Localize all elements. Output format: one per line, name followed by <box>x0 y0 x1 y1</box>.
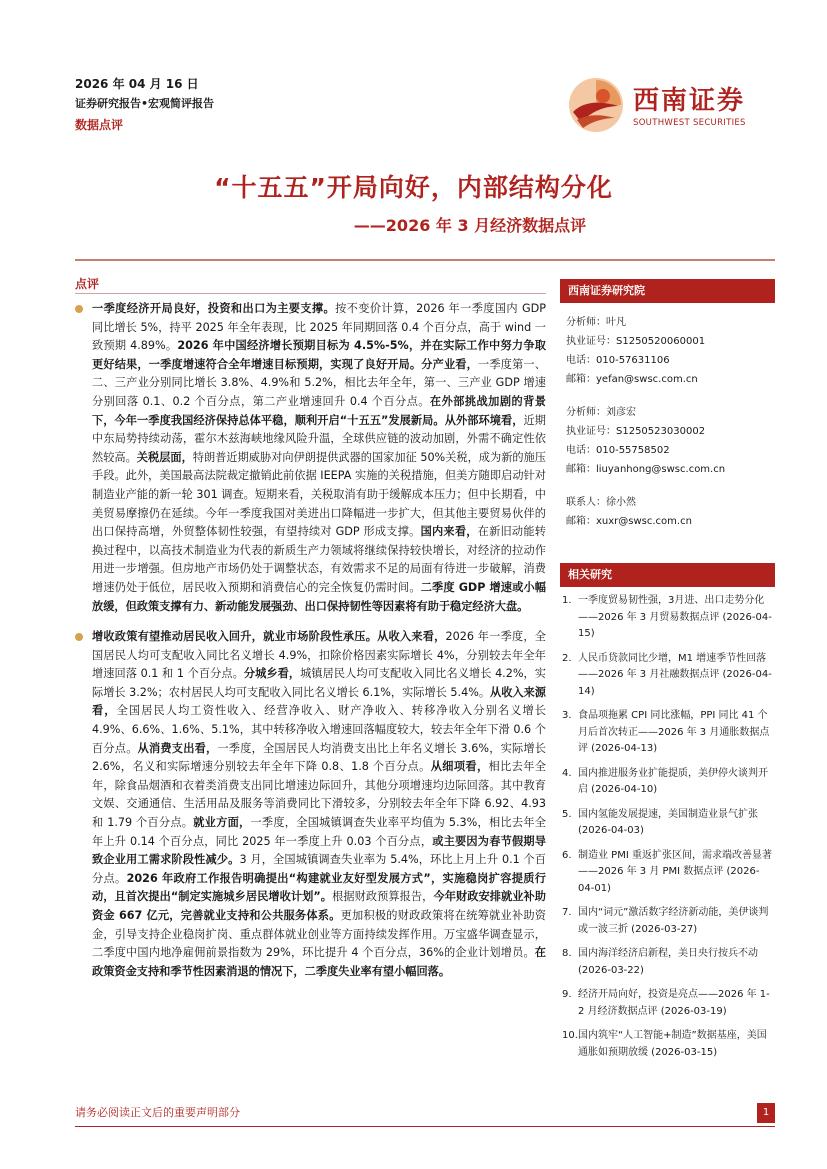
related-item-number: 10. <box>562 1030 578 1041</box>
analyst-license: 执业证号：S1250523030002 <box>566 426 706 437</box>
related-item-number: 7. <box>562 907 572 918</box>
footer-divider <box>75 1126 775 1127</box>
related-research-item[interactable] <box>560 651 775 701</box>
logo-emblem-icon <box>567 76 625 134</box>
paragraph-run: 2026 年一季度，全国居民人均可支配收入同比名义增长 4.9%，扣除价格因素实际增长 4%，分别较去年全年增速回落 0.1 和 1 个百分点。 <box>92 630 546 681</box>
related-item-title: 国内海洋经济启新程，美日央行按兵不动 (2026-03-22) <box>578 948 758 976</box>
paragraph-bold-run: 今年财政安排就业补助资金 667 亿元，完善就业支持和公共服务体系。 <box>92 890 546 922</box>
related-item-title: 人民币贷款同比少增，M1 增速季节性回落——2026 年 3 月社融数据点评 (2026-04-14) <box>578 652 772 697</box>
paragraph-bold-run: 增收政策有望推动居民收入回升，就业市场阶段性承压。从收入来看， <box>92 630 446 644</box>
related-research-item[interactable] <box>560 593 775 643</box>
report-meta <box>75 74 214 136</box>
paragraph-run: 一季度，全国居民人均消费支出比上年名义增长 3.6%，实际增长 2.6%，名义和实际增速分别较去年全年下降 0.8、1.8 个百分点。 <box>92 741 546 774</box>
paragraph-run: 根据财政预算报告， <box>332 890 434 904</box>
paragraph-text <box>92 630 546 978</box>
related-item-number: 2. <box>562 652 572 664</box>
related-item-title: 经济开局向好，投资是亮点——2026 年 1-2 月经济数据点评 (2026-03-19) <box>578 989 770 1017</box>
paragraph-run: 3 月，全国城镇调查失业率为 5.4%，环比上月上升 0.1 个百分点。 <box>92 853 546 885</box>
report-title: “十五五”开局向好，内部结构分化 <box>214 173 613 202</box>
contact-email[interactable]: 邮箱：xuxr@swsc.com.cn <box>566 516 692 527</box>
report-type: 证券研究报告•宏观简评报告 <box>75 97 215 110</box>
body-paragraph <box>75 628 546 981</box>
related-item-title: 一季度贸易韧性强，3月进、出口走势分化——2026 年 3 月贸易数据点评 (2026-04-15) <box>578 595 772 639</box>
related-item-number: 9. <box>562 989 572 1000</box>
paragraph-bold-run: 一季度经济开局良好，投资和出口为主要支撑。 <box>92 302 336 315</box>
report-category: 数据点评 <box>75 118 124 132</box>
related-research-item[interactable] <box>560 1028 775 1061</box>
related-research-item[interactable] <box>560 848 775 898</box>
analyst-phone: 电话：010-55758502 <box>566 445 670 456</box>
paragraph-bold-run: 关税层面， <box>136 450 193 464</box>
analyst-email[interactable]: 邮箱：yefan@swsc.com.cn <box>566 374 698 385</box>
related-item-title: 食品项拖累 CPI 同比涨幅，PPI 同比 41 个月后首次转正——2026 年 3 月通胀数据点评 (2026-04-13) <box>578 710 770 754</box>
disclaimer-note: 请务必阅读正文后的重要声明部分 <box>75 1106 240 1119</box>
main-body <box>75 300 546 993</box>
related-item-title: 国内氢能发展提速，美国制造业景气扩张 (2026-04-03) <box>578 808 758 836</box>
paragraph-bold-run: 分产业看， <box>421 357 479 371</box>
institute-header: 西南证券研究院 <box>560 279 775 303</box>
paragraph-run: 相比去年全年，除食品烟酒和衣着类消费支出同比增速边际回升，其他分项增速均边际回落。其中教育文娱、交通通信、生活用品及服务等消费同比下滑较多，分别较去年全年下降 6.92、4.93 和 1.79 个百分点。 <box>92 760 546 830</box>
analyst-license: 执业证号：S1250520060001 <box>566 336 706 347</box>
paragraph-bold-run: 从细项看， <box>430 760 489 774</box>
related-research-item[interactable] <box>560 946 775 979</box>
report-subtitle: ——2026 年 3 月经济数据点评 <box>353 216 587 235</box>
paragraph-bold-run: 或主要因为春节假期导致企业用工需求阶段性减少。 <box>92 834 546 867</box>
paragraph-run: 更加积极的财政政策将在统筹就业补助资金，引导支持企业稳岗扩岗、重点群体就业创业等方面持续发挥作用。万宝盛华调查显示，二季度中国内地净雇佣前景指数为 29%，环比提升 4 个百分点，36%的企业计划增员。 <box>92 909 546 960</box>
analyst-block <box>560 313 775 531</box>
logo-text-cn: 西南证券 <box>633 86 746 116</box>
report-date: 2026 年 04 月 16 日 <box>75 77 199 91</box>
analyst-name: 分析师：刘彦宏 <box>566 407 636 418</box>
related-research-item[interactable] <box>560 807 775 840</box>
related-item-number: 5. <box>562 808 572 820</box>
related-item-title: 国内筑牢“人工智能+制造”数据基座，美国通胀如预期放缓 (2026-03-15) <box>578 1030 767 1058</box>
contact-name: 联系人：徐小然 <box>566 497 636 508</box>
paragraph-run: 全国居民人均工资性收入、经营净收入、财产净收入、转移净收入分别名义增长 4.9%、6.6%、1.6%、5.1%，其中转移净收入增速回落幅度较大，较去年全年下滑 0.6 个百分点。 <box>92 704 546 755</box>
body-paragraph <box>75 300 546 616</box>
related-item-title: 国内“词元”激活数字经济新动能，美伊谈判或一波三折 (2026-03-27) <box>578 907 769 935</box>
paragraph-bold-run: 就业方面， <box>193 816 251 830</box>
related-item-number: 6. <box>562 849 572 861</box>
sidebar <box>560 279 775 1069</box>
paragraph-text <box>92 302 546 613</box>
paragraph-run: 在新旧动能转换过程中，以高技术制造业为代表的新质生产力领域将继续保持较快增长，对经济的拉动作用进一步增强。但房地产市场仍处于调整状态，有效需求不足的局面有待进一步破解，消费增速仍处于低位，居民收入预期和消费信心的完全恢复仍需时间。 <box>92 525 546 594</box>
paragraph-bold-run: 在政策资金支持和季节性因素消退的情况下，二季度失业率有望小幅回落。 <box>92 946 546 978</box>
paragraph-bold-run: 从收入来源看， <box>92 685 546 718</box>
analyst-email[interactable]: 邮箱：liuyanhong@swsc.com.cn <box>566 464 726 475</box>
section-label: 点评 <box>75 277 100 291</box>
paragraph-run: 按不变价计算，2026 年一季度国内 GDP 同比增长 5%，持平 2025 年全年表现，比 2025 年同期回落 0.4 个百分点，高于 wind 一致预期 4.89%。 <box>92 302 546 353</box>
related-research-item[interactable] <box>560 766 775 799</box>
paragraph-run: 城镇居民人均可支配收入同比名义增长 4.2%，实际增长 3.2%；农村居民人均可支配收入同比名义增长 6.1%，实际增长 5.4%。 <box>92 667 546 699</box>
header-divider <box>75 259 775 261</box>
section-divider <box>75 293 546 294</box>
paragraph-bold-run: 从消费支出看， <box>137 741 218 755</box>
paragraph-bold-run: 二季度 GDP 增速或小幅放缓，但政策支撑有力、新动能发展强劲、出口保持韧性等因素将有助于稳定经济大盘。 <box>92 580 546 613</box>
bullet-dot-icon <box>75 633 83 641</box>
page-number: 1 <box>757 1103 775 1123</box>
analyst-name: 分析师：叶凡 <box>566 317 626 328</box>
related-item-title: 国内推进服务业扩能提质，美伊停火谈判开启 (2026-04-10) <box>578 767 768 795</box>
logo-text-en: SOUTHWEST SECURITIES <box>633 118 746 128</box>
paragraph-bold-run: 国内来看， <box>420 525 478 539</box>
paragraph-bold-run: 2026 年政府工作报告明确提出“构建就业友好型发展方式”，实施稳岗扩容提质行动，且首次提出“制定实施城乡居民增收计划”。 <box>92 871 546 904</box>
paragraph-run: 近期中东局势持续动荡，霍尔木兹海峡地缘风险升温，全球供应链的波动加剧，外需不确定性依然较高。 <box>92 413 546 464</box>
analyst-phone: 电话：010-57631106 <box>566 355 670 366</box>
related-item-number: 8. <box>562 948 572 959</box>
related-item-number: 4. <box>562 767 572 779</box>
paragraph-run: 一季度第一、二、三产业分别同比增长 3.8%、4.9%和 5.2%，相比去年全年，第一、三产业 GDP 增速分别回落 0.1、0.2 个百分点，第二产业增速回升 0.4 个百分点。 <box>92 357 546 408</box>
paragraph-run: 特朗普近期威胁对向伊朗提供武器的国家加征 50%关税，成为新的施压手段。此外，美国最高法院裁定撤销此前依据 IEEPA 实施的关税措施，但美方随即启动针对制造业产能的新一轮 301 调查。短期来看，关税取消有助于缓解成本压力；但中长期看，中美贸易摩擦仍在延续。今年一季度我国对美进出口降幅进一步扩大，但其他主要贸易伙伴的出口保持高增，外贸整体韧性较强，有望持续对 GDP 形成支撑。 <box>92 450 546 539</box>
related-item-number: 3. <box>562 710 572 721</box>
bullet-dot-icon <box>75 305 83 313</box>
related-research-item[interactable] <box>560 708 775 758</box>
related-research-item[interactable] <box>560 905 775 938</box>
paragraph-run: 一季度，全国城镇调查失业率平均值为 5.3%，相比去年全年上升 0.14 个百分点，同比 2025 年一季度上升 0.03 个百分点， <box>92 816 546 848</box>
paragraph-bold-run: 2026 年中国经济增长预期目标为 4.5%-5%，并在实际工作中努力争取更好结果，一季度增速符合全年增速目标预期，实现了良好开局。 <box>92 339 546 371</box>
related-research-list <box>560 593 775 1061</box>
related-item-title: 制造业 PMI 重返扩张区间，需求端改善显著——2026 年 3 月 PMI 数据点评 (2026-04-01) <box>578 849 772 894</box>
paragraph-bold-run: 分城乡看， <box>243 667 301 681</box>
related-research-item[interactable] <box>560 987 775 1020</box>
paragraph-bold-run: 在外部挑战加剧的背景下，今年一季度我国经济保持总体平稳，顺利开启“十五五”发展新局。从外部环境看， <box>92 394 546 427</box>
related-item-number: 1. <box>562 595 572 606</box>
related-research-header: 相关研究 <box>560 563 775 587</box>
company-logo <box>567 76 767 136</box>
